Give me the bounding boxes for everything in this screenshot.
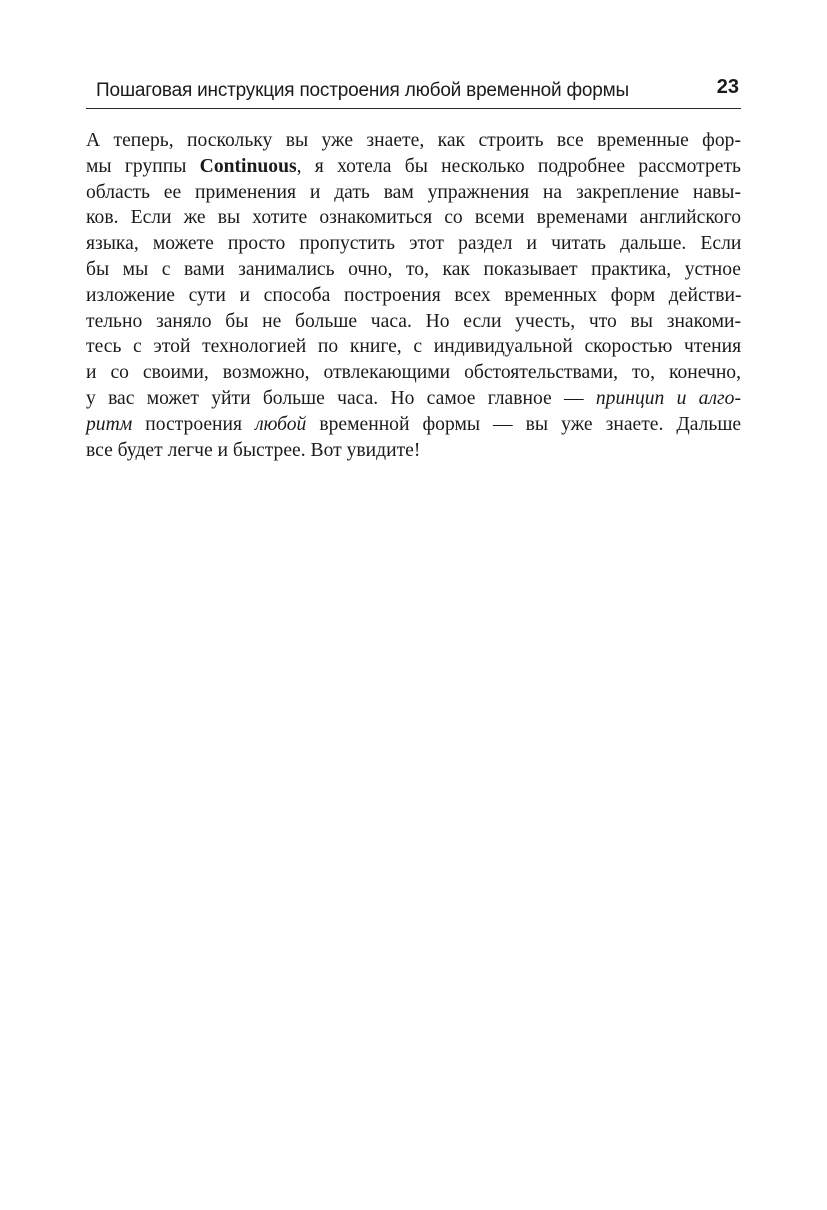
text-line (86, 334, 741, 360)
text-line (86, 438, 741, 464)
text-run: временной формы — вы уже знаете. Дальше (306, 413, 742, 435)
text-line (86, 412, 741, 438)
text-run: область ее применения и дать вам упражнения на закрепление навы- (86, 181, 741, 203)
header-title: Пошаговая инструкция построения любой временной формы (96, 80, 629, 101)
text-line (86, 205, 741, 231)
text-line (86, 309, 741, 335)
text-run: ков. Если же вы хотите ознакомиться со всеми временами английского (86, 207, 741, 229)
text-run: и со своими, возможно, отвлекающими обстоятельствами, то, конечно, (86, 362, 741, 384)
running-header (86, 76, 741, 109)
text-run: изложение сути и способа построения всех временных форм действи- (86, 284, 742, 306)
text-line (86, 283, 741, 309)
text-run: у вас может уйти больше часа. Но самое главное — (86, 387, 596, 409)
body-paragraph (86, 128, 741, 463)
text-line (86, 386, 741, 412)
text-line (86, 180, 741, 206)
italic-word: любой (255, 413, 307, 435)
text-line (86, 154, 741, 180)
italic-phrase: ритм (86, 413, 133, 435)
text-run: тесь с этой технологией по книге, с индивидуальной скоростью чтения (86, 336, 742, 358)
text-line (86, 231, 741, 257)
text-run: бы мы с вами занимались очно, то, как показывает практика, устное (86, 258, 741, 280)
bold-term-continuous: Continuous (199, 155, 297, 177)
text-line (86, 257, 741, 283)
text-line (86, 360, 741, 386)
text-run: А теперь, поскольку вы уже знаете, как строить все временные фор- (86, 130, 741, 151)
text-run: языка, можете просто пропустить этот раздел и читать дальше. Если (86, 233, 742, 255)
text-line (86, 128, 741, 154)
page-number: 23 (716, 76, 739, 98)
text-run: все будет легче и быстрее. Вот увидите! (86, 439, 421, 461)
text-run: тельно заняло бы не больше часа. Но если учесть, что вы знакоми- (86, 310, 741, 332)
text-run: мы группы (86, 155, 200, 177)
italic-phrase: принцип и алго- (595, 387, 741, 409)
text-run: , я хотела бы несколько подробнее рассмотреть (296, 155, 741, 177)
text-run: построения (132, 413, 256, 435)
